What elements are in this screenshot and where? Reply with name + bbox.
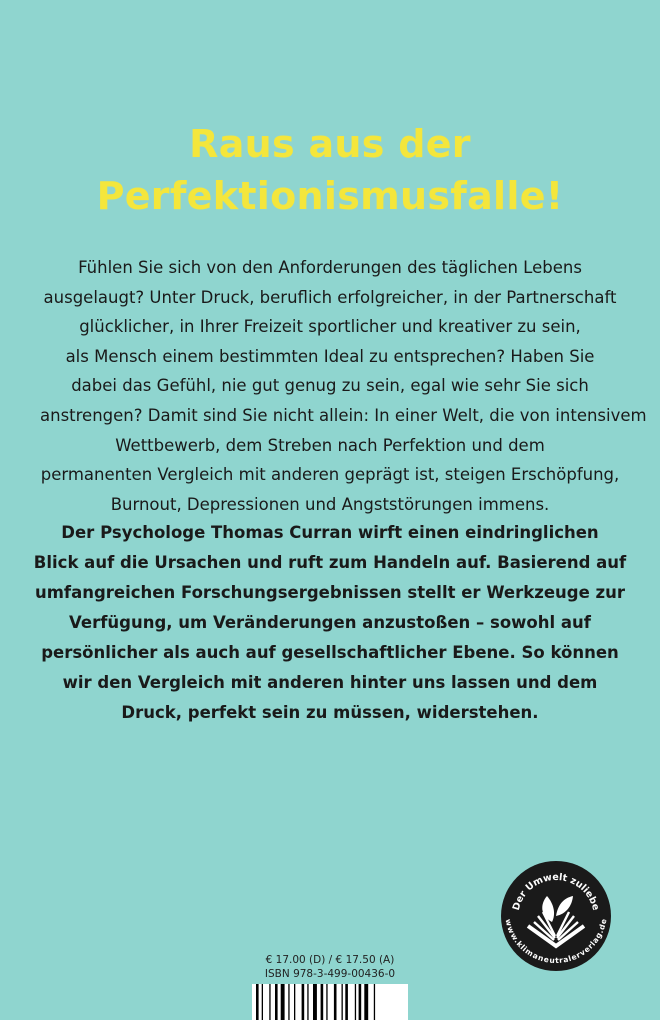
barcode-bar	[275, 984, 278, 1020]
barcode-bar	[326, 984, 327, 1020]
barcode-bar	[345, 984, 348, 1020]
barcode-bar	[321, 984, 324, 1020]
text-line: Verfügung, um Veränderungen anzustoßen – sowohl auf	[69, 613, 591, 632]
barcode-bar	[288, 984, 289, 1020]
text-line: als Mensch einem bestimmten Ideal zu entsprechen? Haben Sie	[65, 346, 595, 366]
barcode-bar	[313, 984, 317, 1020]
barcode-bar	[359, 984, 362, 1020]
badge-top-text: Der Umwelt zuliebe	[510, 871, 602, 912]
barcode-bar	[374, 984, 375, 1020]
headline	[0, 118, 660, 222]
barcode-bar	[302, 984, 305, 1020]
text-line: permanenten Vergleich mit anderen geprägt ist, steigen Erschöpfung,	[40, 465, 620, 485]
price: € 17.00 (D) / € 17.50 (A)	[265, 954, 395, 966]
text-line: wir den Vergleich mit anderen hinter uns lassen und dem	[62, 673, 598, 692]
intro-paragraph	[40, 253, 647, 519]
barcode	[252, 984, 408, 1020]
summary-paragraph	[30, 518, 630, 728]
barcode-bar	[294, 984, 295, 1020]
barcode-bar	[342, 984, 343, 1020]
barcode-bar	[262, 984, 263, 1020]
text-line: Blick auf die Ursachen und ruft zum Handeln auf. Basierend auf	[33, 553, 627, 572]
barcode-bar	[364, 984, 368, 1020]
text-line: Wettbewerb, dem Streben nach Perfektion und dem	[115, 435, 545, 455]
text-line: anstrengen? Damit sind Sie nicht allein: In einer Welt, die von intensivem	[40, 405, 647, 425]
headline-line: Perfektionismusfalle!	[96, 174, 564, 218]
text-line: glücklicher, in Ihrer Freizeit sportlicher und kreativer zu sein,	[79, 317, 581, 337]
text-line: Der Psychologe Thomas Curran wirft einen eindringlichen	[61, 523, 599, 542]
barcode-bar	[281, 984, 285, 1020]
barcode-bar	[269, 984, 270, 1020]
barcode-bar	[307, 984, 308, 1020]
text-line: ausgelaugt? Unter Druck, beruflich erfolgreicher, in der Partnerschaft	[43, 287, 617, 307]
text-line: Burnout, Depressionen und Angststörungen immens.	[110, 494, 550, 514]
headline-line: Raus aus der	[189, 122, 471, 166]
text-line: dabei das Gefühl, nie gut genug zu sein, egal wie sehr Sie sich	[71, 376, 589, 396]
text-line: Fühlen Sie sich von den Anforderungen des täglichen Lebens	[78, 258, 582, 277]
barcode-bar	[256, 984, 259, 1020]
text-line: Druck, perfekt sein zu müssen, widerstehen.	[121, 703, 539, 722]
price-block	[240, 953, 420, 981]
isbn: ISBN 978-3-499-00436-0	[264, 968, 396, 980]
barcode-bar	[355, 984, 356, 1020]
climate-neutral-badge	[500, 860, 612, 972]
badge-url-text: www.klimaneutralerverlag.de	[503, 918, 609, 966]
text-line: umfangreichen Forschungsergebnissen stellt er Werkzeuge zur	[34, 583, 626, 602]
text-line: persönlicher als auch auf gesellschaftlicher Ebene. So können	[41, 643, 619, 662]
barcode-bar	[334, 984, 337, 1020]
